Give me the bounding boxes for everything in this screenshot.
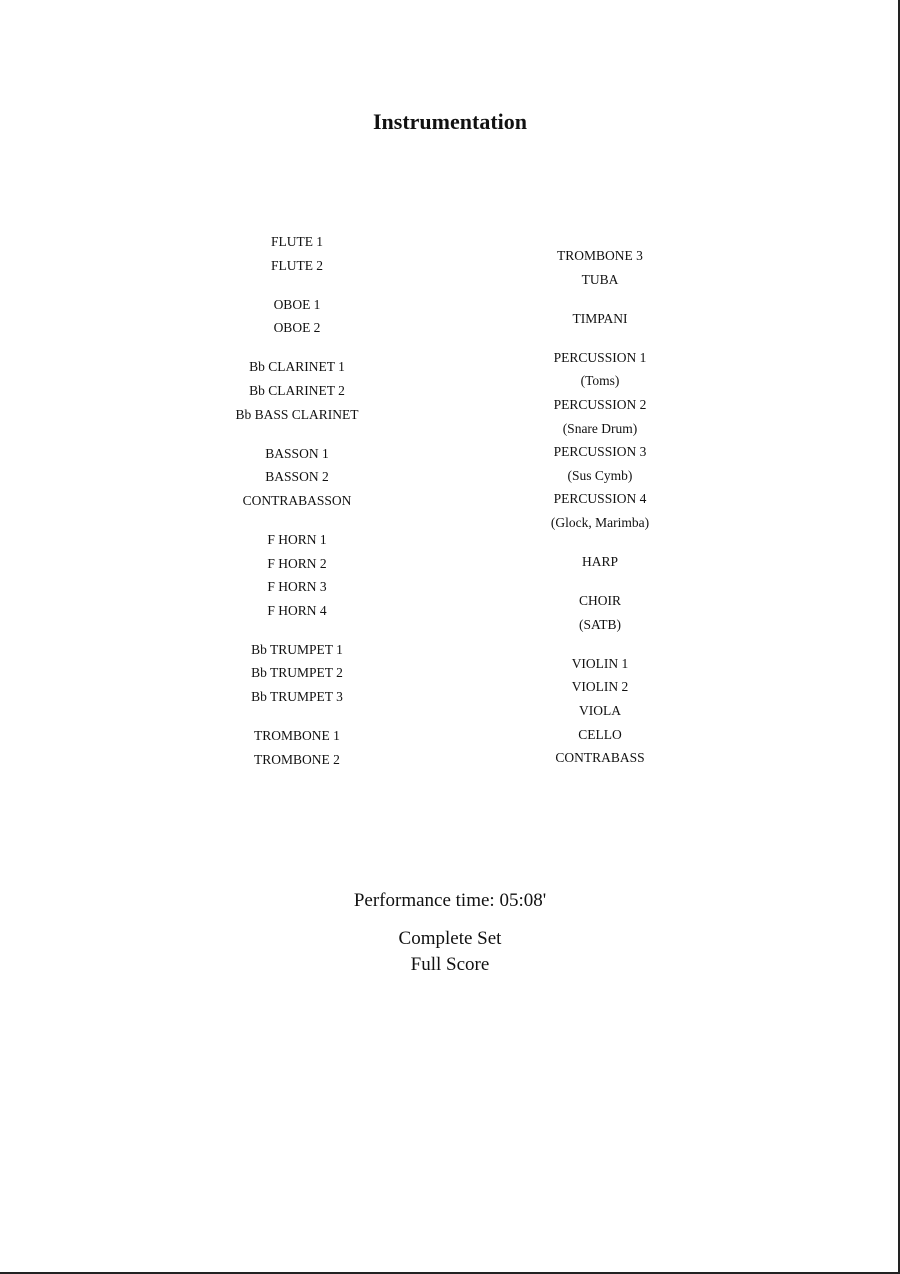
instrument-group [470, 550, 730, 574]
instrument-item: (Toms) [580, 373, 620, 389]
instrument-item: CELLO [578, 726, 622, 742]
instrument-item: TROMBONE 3 [557, 248, 643, 263]
instrument-item: OBOE 2 [273, 320, 321, 336]
instrument-group [470, 244, 730, 291]
instrument-list-right [470, 244, 730, 785]
instrument-group [470, 652, 730, 770]
instrument-item: Bb CLARINET 1 [249, 359, 345, 375]
instrument-item: CHOIR [578, 593, 621, 609]
instrument-item: F HORN 3 [267, 579, 327, 595]
instrument-group [167, 724, 427, 771]
instrument-item: BASSON 1 [265, 445, 329, 461]
full-score-label: Full Score [410, 954, 490, 975]
instrument-item: PERCUSSION 4 [553, 491, 647, 507]
instrument-item: FLUTE 2 [270, 257, 324, 273]
edition-info [0, 926, 900, 978]
instrument-item: VIOLIN 2 [571, 679, 629, 695]
instrument-item: OBOE 1 [273, 296, 321, 312]
instrument-item: Bb TRUMPET 2 [251, 665, 343, 681]
instrument-group [470, 346, 730, 535]
instrument-item: F HORN 2 [267, 555, 327, 571]
instrument-group [167, 355, 427, 426]
instrument-item: Bb CLARINET 2 [249, 382, 345, 398]
instrument-item: TIMPANI [572, 310, 628, 326]
instrument-list-left [167, 230, 427, 787]
instrument-item: FLUTE 1 [270, 234, 324, 249]
instrument-item: (Snare Drum) [562, 420, 638, 436]
instrument-item: Bb TRUMPET 1 [251, 641, 343, 657]
instrument-item: (Sus Cymb) [567, 467, 633, 483]
instrument-item: CONTRABASS [555, 750, 645, 766]
instrument-item: TROMBONE 2 [254, 751, 340, 767]
instrument-group [167, 442, 427, 513]
instrument-group [167, 230, 427, 277]
instrument-group [167, 293, 427, 340]
instrument-item: BASSON 2 [265, 469, 329, 485]
instrument-item: HARP [581, 554, 618, 570]
page-title: Instrumentation [372, 109, 527, 134]
instrument-group [470, 307, 730, 331]
instrument-item: VIOLIN 1 [571, 655, 629, 671]
instrument-group [167, 528, 427, 622]
instrument-item: (Glock, Marimba) [550, 514, 650, 530]
instrument-item: PERCUSSION 3 [553, 444, 647, 460]
instrument-item: VIOLA [579, 703, 621, 718]
performance-time: Performance time: 05:08' [353, 890, 547, 911]
complete-set-label: Complete Set [398, 928, 502, 949]
instrument-item: TUBA [581, 271, 619, 287]
instrument-group [167, 638, 427, 709]
instrument-item: PERCUSSION 1 [553, 349, 647, 365]
instrument-item: F HORN 4 [267, 602, 327, 618]
instrument-item: (SATB) [578, 616, 621, 632]
instrument-item: CONTRABASSON [242, 492, 352, 508]
instrument-item: F HORN 1 [267, 531, 327, 547]
instrument-item: PERCUSSION 2 [553, 396, 647, 412]
instrument-item: TROMBONE 1 [254, 728, 340, 744]
instrument-group [470, 589, 730, 636]
instrument-item: Bb BASS CLARINET [235, 406, 359, 422]
instrument-item: Bb TRUMPET 3 [251, 689, 343, 704]
